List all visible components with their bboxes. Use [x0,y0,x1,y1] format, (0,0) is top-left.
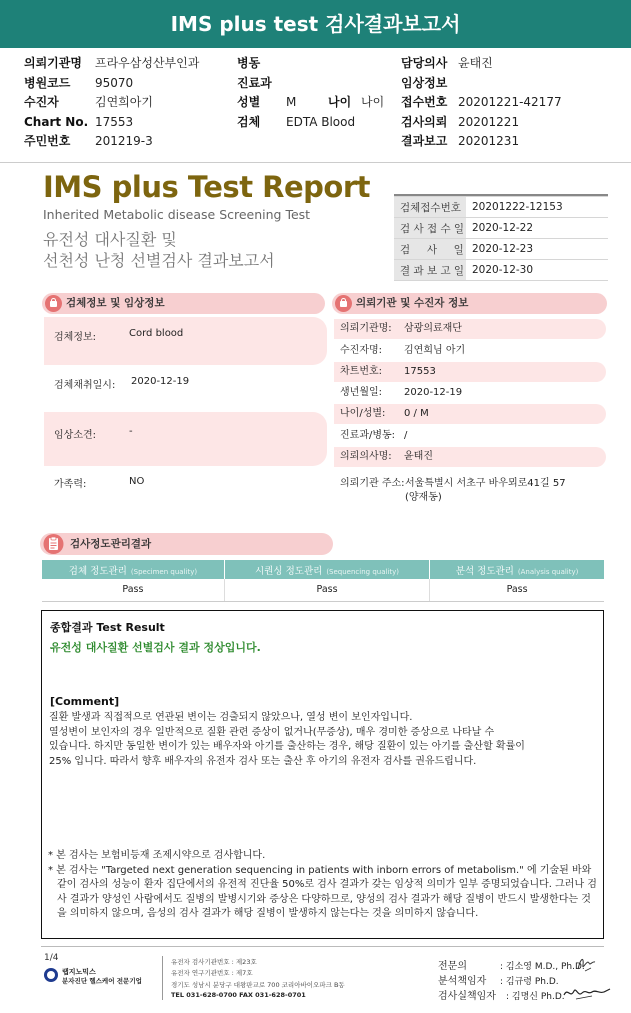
comment-line: 25% 입니다. 따라서 향후 배우자의 유전자 검사 또는 출산 후 아기의 유전자 검사를 권유드립니다. [49,755,477,767]
requester-row [334,362,606,382]
requester-label: 생년월일: [340,387,383,398]
field-label: 결과보고 [401,134,448,148]
comment-line: 질환 발생과 직접적으로 연관된 변이는 검출되지 않았으나, 열성 변이 보인자입니다. [49,712,413,723]
requester-value: 삼광의료재단 [404,323,462,334]
requester-label: 진료과/병동: [340,430,396,441]
signer-role: 전문의 [438,961,467,972]
specimen-section-title: 검체정보 및 임상정보 [66,297,165,309]
requester-label: 나이/성별: [340,408,386,419]
meta-label: 검 사 접 수 일 [394,218,466,239]
signer-name: : 김명신 Ph.D. [506,992,565,1002]
specimen-label: 검체채취일시: [54,380,116,391]
requester-label: 의뢰의사명: [340,451,392,462]
signature-icon [562,983,612,1003]
meta-value: 2020-12-22 [466,218,608,239]
signer-row [438,957,585,972]
footer-vertical-divider [162,956,163,1000]
qc-header: 분석 정도관리 (Analysis quality) [430,560,604,579]
field-value: 20201231 [458,134,520,148]
requester-value: 서울특별시 서초구 바우뫼로41길 57 [405,478,566,489]
requester-value: 17553 [404,366,436,377]
qc-header: 시퀀싱 정도관리 (Sequencing quality) [224,560,429,579]
footer-info: 유전자 연구기관번호 : 제7호 [171,969,253,977]
field-value: 20201221-42177 [458,95,562,109]
signer-row [438,972,559,987]
specimen-section-header [42,293,325,314]
signer-role: 검사실책임자 [438,991,496,1002]
signer-row [438,987,565,1002]
report-title: IMS plus Test Report [43,170,370,204]
header-col-ward [237,54,384,132]
qc-section-title: 검사정도관리결과 [70,538,152,550]
field-value: 윤태진 [458,56,493,70]
footer-info: TEL 031-628-0700 FAX 031-628-0701 [171,991,306,999]
specimen-value: 2020-12-19 [131,376,190,387]
field-label: 수진자 [24,95,59,109]
comment-line: 열성변이 보인자의 경우 일반적으로 질환 관련 증상이 없거나(무증상), 매우 경미한 증상으로 나타날 수 [49,726,495,738]
qc-value: Pass [42,579,224,601]
field-value: 20201221 [458,114,520,129]
field-label: Chart No. [24,114,89,129]
qc-value: Pass [430,579,604,601]
footer-divider [41,946,604,947]
document-title-bar [0,0,631,48]
requester-label: 의뢰기관 주소: [340,478,405,489]
qc-value: Pass [224,579,429,601]
page-number: 1/4 [44,953,59,963]
comment-line: 있습니다. 하지만 동일한 변이가 있는 배우자와 아기를 출산하는 경우, 해당 질환이 있는 아기를 출산할 확률이 [49,741,525,752]
requester-row [334,404,606,424]
field-label: 병동 [237,56,261,70]
field-label: 담당의사 [401,56,448,70]
requester-section-title: 의뢰기관 및 수진자 정보 [356,297,469,309]
field-label: 검체 [237,114,261,129]
requester-label: 수진자명: [340,345,383,356]
meta-label: 검 사 일 [394,239,466,260]
specimen-label: 가족력: [54,479,87,490]
signer-role: 분석책임자 [438,976,487,987]
field-label: 진료과 [237,75,272,90]
requester-value: / [404,430,408,441]
meta-value: 2020-12-30 [466,260,608,281]
field-label: 주민번호 [24,134,71,148]
requester-value: (양재동) [405,492,442,503]
note-item: * 본 검사는 "Targeted next generation sequencing in patients with inborn errors of metabolism." 에 기술된 바와 같이 검사의 성능이 환자 집단에서의 유전적 진단율 50%로 검사 결과가 갖는 임상적 의미가 일부 증명되었습니다. 그러나 검사 결과가 양성인 사람에서도 질병의 발병시기와 증상은 다양하므로, 양성의 검사 결과가 해당 질병이 반드시 발생한다는 것을 의미하지 않으며, 음성의 검사 결과가 해당 질병이 발생하지 않는다는 것을 의미하지 않습니다. [48,864,597,919]
company-tagline: 분자진단 헬스케어 전문기업 [62,977,142,985]
meta-value: 20201222-12153 [466,197,608,218]
requester-row [334,447,606,467]
signer-name: : 김규령 Ph.D. [500,977,559,987]
comment-title: [Comment] [50,695,120,708]
requester-value: 2020-12-19 [404,387,463,398]
field-label: 검사의뢰 [401,114,448,129]
requester-row [334,319,606,339]
requester-row [334,341,606,361]
field-value: 17553 [95,114,134,129]
field-value: 201219-3 [95,134,153,148]
report-title-korean-line1: 유전성 대사질환 및 [43,230,177,249]
requester-row [334,426,606,446]
qc-table [42,560,604,602]
requester-value: 윤태진 [404,451,433,462]
requester-label: 의뢰기관명: [340,323,392,334]
footer-info: 유전자 검사기관번호 : 제23호 [171,958,257,966]
report-title-korean-line2: 선천성 난청 선별검사 결과보고서 [43,251,275,270]
field-value: EDTA Blood [286,114,356,129]
meta-label: 검체접수번호 [394,197,466,218]
test-result-title: 종합결과 Test Result [50,621,165,634]
specimen-label: 임상소견: [54,430,97,441]
notes [48,849,600,922]
company-logo-icon [44,968,58,982]
comment-text [49,711,599,769]
field-value: 95070 [95,75,134,90]
report-subtitle: Inherited Metabolic disease Screening Test [43,207,311,222]
field-label: 임상정보 [401,75,448,90]
qc-header: 검체 정도관리 (Specimen quality) [42,560,224,579]
field-value: 프라우삼성산부인과 [95,56,200,70]
field-value: 나이 [361,95,385,109]
field-value: M [286,95,297,109]
specimen-value: Cord blood [129,328,184,339]
requester-value: 0 / M [404,408,429,419]
field-label: 나이 [328,95,352,109]
note-item: * 본 검사는 보험비등재 조제시약으로 검사합니다. [48,850,266,861]
company-name: 랩지노믹스 [62,968,96,976]
qc-section-header [40,533,333,555]
field-label: 접수번호 [401,95,448,109]
signer-name: : 김소영 M.D., Ph.D. [500,962,585,972]
footer-info: 경기도 성남시 분당구 대왕판교로 700 코리아바이오파크 B동 [171,981,345,989]
test-result-summary: 유전성 대사질환 선별검사 결과 정상입니다. [50,641,261,654]
document-title: IMS plus test 검사결과보고서 [170,12,461,36]
report-meta-table [394,194,608,281]
test-result-box [41,610,604,939]
meta-label: 결 과 보 고 일 [394,260,466,281]
requester-label: 차트번호: [340,366,383,377]
requester-section-header [332,293,607,314]
header-col-patient [24,54,199,152]
field-value: 김연희아기 [95,95,153,109]
clipboard-icon [43,533,64,555]
header-divider [0,162,631,163]
specimen-value: - [129,426,133,437]
lock-icon [45,295,62,312]
meta-value: 2020-12-23 [466,239,608,260]
requester-value: 김연희님 아기 [404,345,466,356]
requester-row [334,383,606,403]
field-label: 병원코드 [24,75,71,90]
field-label: 의뢰기관명 [24,56,82,70]
specimen-label: 검체정보: [54,332,97,343]
lock-icon [335,295,352,312]
signature-icon [575,953,599,975]
header-col-report [401,54,562,152]
specimen-value: NO [129,476,145,487]
field-label: 성별 [237,95,261,109]
